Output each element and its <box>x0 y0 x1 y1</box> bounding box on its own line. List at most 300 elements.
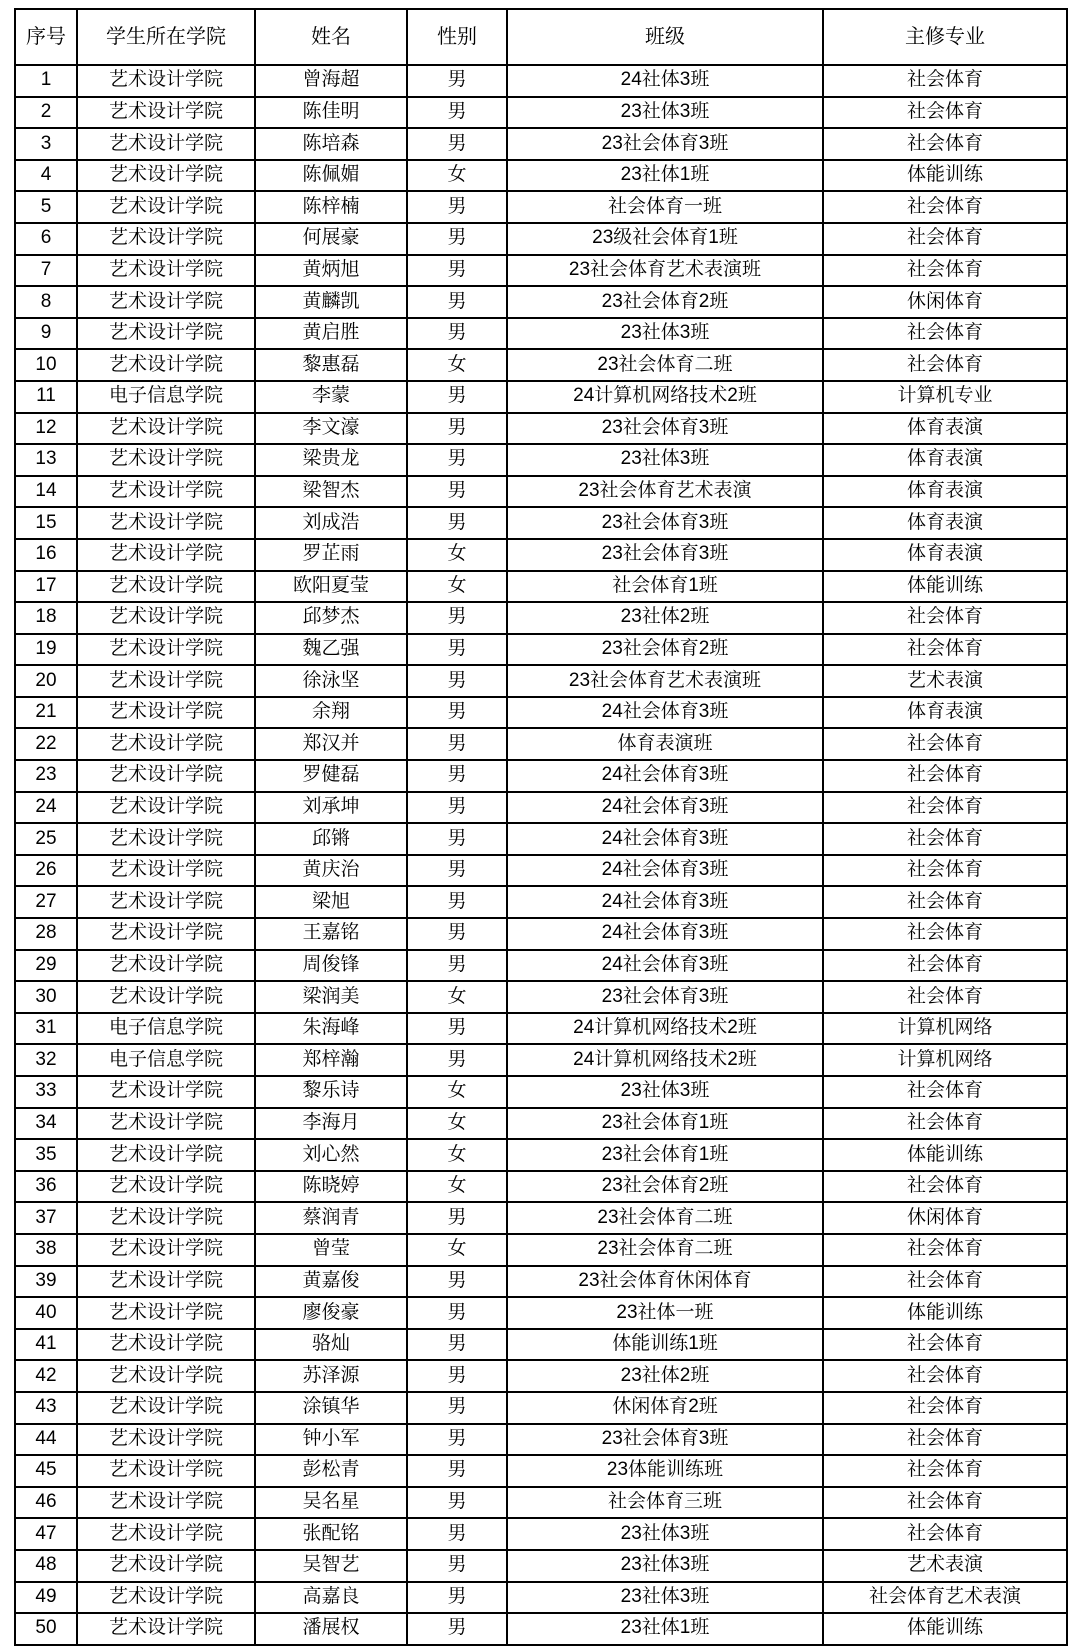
cell-major: 社会体育 <box>823 65 1067 97</box>
cell-major: 社会体育 <box>823 760 1067 792</box>
cell-college: 艺术设计学院 <box>77 1266 255 1298</box>
cell-college: 艺术设计学院 <box>77 1455 255 1487</box>
table-row <box>15 97 1067 129</box>
cell-name: 吴名星 <box>255 1487 407 1519</box>
cell-name: 黄启胜 <box>255 318 407 350</box>
cell-gender: 女 <box>407 1108 507 1140</box>
table-row <box>15 1108 1067 1140</box>
cell-class: 23体能训练班 <box>507 1455 823 1487</box>
cell-class: 23社会体育休闲体育 <box>507 1266 823 1298</box>
cell-name: 黎乐诗 <box>255 1076 407 1108</box>
table-row <box>15 539 1067 571</box>
cell-class: 23级社会体育1班 <box>507 223 823 255</box>
cell-class: 23社会体育3班 <box>507 507 823 539</box>
cell-index: 48 <box>15 1550 77 1582</box>
table-row <box>15 413 1067 445</box>
cell-name: 余翔 <box>255 697 407 729</box>
cell-class: 23社体3班 <box>507 1076 823 1108</box>
cell-gender: 女 <box>407 571 507 603</box>
cell-gender: 男 <box>407 665 507 697</box>
cell-gender: 男 <box>407 191 507 223</box>
cell-name: 刘心然 <box>255 1139 407 1171</box>
cell-class: 社会体育一班 <box>507 191 823 223</box>
cell-college: 电子信息学院 <box>77 1013 255 1045</box>
table-row <box>15 1171 1067 1203</box>
cell-gender: 男 <box>407 1424 507 1456</box>
table-row <box>15 1613 1067 1645</box>
cell-class: 23社会体育3班 <box>507 981 823 1013</box>
cell-name: 陈培森 <box>255 128 407 160</box>
table-row <box>15 1392 1067 1424</box>
cell-gender: 男 <box>407 97 507 129</box>
cell-index: 42 <box>15 1360 77 1392</box>
cell-gender: 男 <box>407 1613 507 1645</box>
cell-name: 曾莹 <box>255 1234 407 1266</box>
cell-college: 艺术设计学院 <box>77 191 255 223</box>
cell-college: 艺术设计学院 <box>77 97 255 129</box>
cell-name: 梁润美 <box>255 981 407 1013</box>
table-row <box>15 634 1067 666</box>
cell-index: 18 <box>15 602 77 634</box>
cell-gender: 男 <box>407 1582 507 1614</box>
cell-name: 魏乙强 <box>255 634 407 666</box>
cell-college: 艺术设计学院 <box>77 1392 255 1424</box>
cell-name: 苏泽源 <box>255 1360 407 1392</box>
cell-gender: 男 <box>407 286 507 318</box>
cell-index: 47 <box>15 1518 77 1550</box>
table-row <box>15 1329 1067 1361</box>
cell-name: 何展豪 <box>255 223 407 255</box>
cell-major: 社会体育 <box>823 1329 1067 1361</box>
column-header-major: 主修专业 <box>823 9 1067 65</box>
cell-college: 艺术设计学院 <box>77 444 255 476</box>
cell-gender: 男 <box>407 413 507 445</box>
cell-major: 社会体育 <box>823 1171 1067 1203</box>
cell-major: 社会体育 <box>823 855 1067 887</box>
cell-class: 23社会体育3班 <box>507 413 823 445</box>
cell-class: 23社体3班 <box>507 97 823 129</box>
cell-index: 40 <box>15 1297 77 1329</box>
cell-index: 41 <box>15 1329 77 1361</box>
cell-index: 32 <box>15 1044 77 1076</box>
cell-index: 5 <box>15 191 77 223</box>
cell-major: 体能训练 <box>823 1297 1067 1329</box>
cell-name: 黄庆治 <box>255 855 407 887</box>
cell-class: 24社会体育3班 <box>507 823 823 855</box>
cell-class: 社会体育1班 <box>507 571 823 603</box>
cell-index: 23 <box>15 760 77 792</box>
cell-gender: 男 <box>407 223 507 255</box>
table-row <box>15 1487 1067 1519</box>
cell-major: 社会体育 <box>823 255 1067 287</box>
cell-gender: 男 <box>407 792 507 824</box>
cell-class: 24社会体育3班 <box>507 855 823 887</box>
cell-gender: 男 <box>407 1550 507 1582</box>
table-row <box>15 349 1067 381</box>
column-header-name: 姓名 <box>255 9 407 65</box>
cell-index: 29 <box>15 950 77 982</box>
cell-class: 体育表演班 <box>507 728 823 760</box>
cell-major: 社会体育 <box>823 1518 1067 1550</box>
cell-class: 24社会体育3班 <box>507 918 823 950</box>
cell-college: 艺术设计学院 <box>77 760 255 792</box>
table-row <box>15 918 1067 950</box>
cell-major: 社会体育 <box>823 981 1067 1013</box>
cell-name: 高嘉良 <box>255 1582 407 1614</box>
table-row <box>15 1297 1067 1329</box>
cell-major: 社会体育 <box>823 1266 1067 1298</box>
table-row <box>15 1234 1067 1266</box>
cell-college: 艺术设计学院 <box>77 318 255 350</box>
cell-gender: 女 <box>407 349 507 381</box>
cell-index: 25 <box>15 823 77 855</box>
cell-gender: 女 <box>407 1234 507 1266</box>
cell-name: 黄炳旭 <box>255 255 407 287</box>
cell-class: 23社会体育艺术表演班 <box>507 255 823 287</box>
cell-college: 艺术设计学院 <box>77 665 255 697</box>
cell-gender: 男 <box>407 318 507 350</box>
cell-class: 23社会体育2班 <box>507 634 823 666</box>
cell-college: 电子信息学院 <box>77 1044 255 1076</box>
cell-index: 44 <box>15 1424 77 1456</box>
cell-index: 11 <box>15 381 77 413</box>
cell-index: 2 <box>15 97 77 129</box>
cell-gender: 男 <box>407 634 507 666</box>
cell-name: 钟小军 <box>255 1424 407 1456</box>
cell-index: 7 <box>15 255 77 287</box>
table-row <box>15 318 1067 350</box>
table-row <box>15 602 1067 634</box>
cell-gender: 男 <box>407 602 507 634</box>
cell-college: 艺术设计学院 <box>77 1582 255 1614</box>
cell-name: 周俊锋 <box>255 950 407 982</box>
cell-class: 24社会体育3班 <box>507 950 823 982</box>
cell-class: 体能训练1班 <box>507 1329 823 1361</box>
table-row <box>15 1139 1067 1171</box>
cell-college: 艺术设计学院 <box>77 255 255 287</box>
cell-index: 50 <box>15 1613 77 1645</box>
cell-name: 邱梦杰 <box>255 602 407 634</box>
table-row <box>15 1550 1067 1582</box>
cell-major: 社会体育艺术表演 <box>823 1582 1067 1614</box>
cell-major: 体能训练 <box>823 571 1067 603</box>
cell-college: 艺术设计学院 <box>77 223 255 255</box>
cell-name: 潘展权 <box>255 1613 407 1645</box>
cell-index: 15 <box>15 507 77 539</box>
cell-major: 体能训练 <box>823 1139 1067 1171</box>
cell-index: 28 <box>15 918 77 950</box>
cell-college: 艺术设计学院 <box>77 855 255 887</box>
cell-class: 23社会体育1班 <box>507 1108 823 1140</box>
cell-major: 社会体育 <box>823 918 1067 950</box>
cell-major: 艺术表演 <box>823 665 1067 697</box>
cell-index: 37 <box>15 1202 77 1234</box>
cell-gender: 男 <box>407 1297 507 1329</box>
cell-college: 艺术设计学院 <box>77 728 255 760</box>
cell-gender: 女 <box>407 981 507 1013</box>
cell-class: 24计算机网络技术2班 <box>507 1044 823 1076</box>
cell-gender: 男 <box>407 444 507 476</box>
cell-gender: 男 <box>407 1518 507 1550</box>
cell-name: 王嘉铭 <box>255 918 407 950</box>
cell-index: 14 <box>15 476 77 508</box>
cell-major: 社会体育 <box>823 128 1067 160</box>
cell-class: 23社会体育3班 <box>507 1424 823 1456</box>
cell-name: 陈佩媚 <box>255 160 407 192</box>
cell-major: 社会体育 <box>823 602 1067 634</box>
table-row <box>15 255 1067 287</box>
cell-gender: 女 <box>407 1171 507 1203</box>
cell-college: 艺术设计学院 <box>77 1108 255 1140</box>
cell-index: 39 <box>15 1266 77 1298</box>
cell-major: 计算机网络 <box>823 1013 1067 1045</box>
cell-class: 24计算机网络技术2班 <box>507 381 823 413</box>
cell-college: 艺术设计学院 <box>77 1297 255 1329</box>
cell-index: 6 <box>15 223 77 255</box>
cell-major: 社会体育 <box>823 1455 1067 1487</box>
cell-major: 社会体育 <box>823 886 1067 918</box>
cell-class: 23社会体育3班 <box>507 539 823 571</box>
cell-gender: 男 <box>407 728 507 760</box>
cell-class: 23社会体育2班 <box>507 286 823 318</box>
cell-class: 23社体3班 <box>507 1518 823 1550</box>
table-row <box>15 823 1067 855</box>
cell-class: 23社体3班 <box>507 1582 823 1614</box>
cell-gender: 男 <box>407 1266 507 1298</box>
cell-college: 艺术设计学院 <box>77 1487 255 1519</box>
cell-college: 艺术设计学院 <box>77 1202 255 1234</box>
cell-index: 8 <box>15 286 77 318</box>
table-row <box>15 697 1067 729</box>
cell-index: 30 <box>15 981 77 1013</box>
cell-major: 休闲体育 <box>823 286 1067 318</box>
cell-name: 彭松青 <box>255 1455 407 1487</box>
cell-index: 31 <box>15 1013 77 1045</box>
cell-major: 社会体育 <box>823 634 1067 666</box>
cell-college: 艺术设计学院 <box>77 128 255 160</box>
cell-index: 17 <box>15 571 77 603</box>
cell-name: 李海月 <box>255 1108 407 1140</box>
cell-college: 艺术设计学院 <box>77 634 255 666</box>
cell-index: 10 <box>15 349 77 381</box>
table-row <box>15 444 1067 476</box>
cell-college: 电子信息学院 <box>77 381 255 413</box>
cell-name: 蔡润青 <box>255 1202 407 1234</box>
cell-gender: 男 <box>407 128 507 160</box>
cell-college: 艺术设计学院 <box>77 1613 255 1645</box>
cell-name: 朱海峰 <box>255 1013 407 1045</box>
cell-name: 黄嘉俊 <box>255 1266 407 1298</box>
cell-major: 社会体育 <box>823 223 1067 255</box>
table-row <box>15 665 1067 697</box>
cell-gender: 男 <box>407 1455 507 1487</box>
cell-class: 23社体3班 <box>507 1550 823 1582</box>
cell-major: 社会体育 <box>823 1487 1067 1519</box>
table-row <box>15 1424 1067 1456</box>
cell-major: 社会体育 <box>823 1424 1067 1456</box>
cell-class: 23社会体育1班 <box>507 1139 823 1171</box>
cell-name: 李文濠 <box>255 413 407 445</box>
cell-college: 艺术设计学院 <box>77 1076 255 1108</box>
cell-class: 23社会体育3班 <box>507 128 823 160</box>
cell-college: 艺术设计学院 <box>77 950 255 982</box>
table-row <box>15 1266 1067 1298</box>
cell-college: 艺术设计学院 <box>77 981 255 1013</box>
cell-major: 体育表演 <box>823 697 1067 729</box>
cell-name: 廖俊豪 <box>255 1297 407 1329</box>
cell-class: 休闲体育2班 <box>507 1392 823 1424</box>
cell-class: 24计算机网络技术2班 <box>507 1013 823 1045</box>
cell-index: 34 <box>15 1108 77 1140</box>
cell-college: 艺术设计学院 <box>77 697 255 729</box>
table-row <box>15 1202 1067 1234</box>
cell-class: 23社会体育二班 <box>507 1234 823 1266</box>
table-row <box>15 1013 1067 1045</box>
cell-major: 艺术表演 <box>823 1550 1067 1582</box>
cell-class: 23社会体育艺术表演 <box>507 476 823 508</box>
cell-major: 体育表演 <box>823 444 1067 476</box>
cell-gender: 女 <box>407 539 507 571</box>
cell-college: 艺术设计学院 <box>77 1139 255 1171</box>
cell-college: 艺术设计学院 <box>77 1329 255 1361</box>
cell-name: 吴智艺 <box>255 1550 407 1582</box>
cell-index: 1 <box>15 65 77 97</box>
cell-major: 体能训练 <box>823 1613 1067 1645</box>
table-row <box>15 1360 1067 1392</box>
cell-college: 艺术设计学院 <box>77 413 255 445</box>
cell-college: 艺术设计学院 <box>77 886 255 918</box>
cell-index: 22 <box>15 728 77 760</box>
cell-class: 23社体一班 <box>507 1297 823 1329</box>
table-row <box>15 728 1067 760</box>
cell-college: 艺术设计学院 <box>77 65 255 97</box>
cell-name: 骆灿 <box>255 1329 407 1361</box>
cell-major: 社会体育 <box>823 1360 1067 1392</box>
column-header-gender: 性别 <box>407 9 507 65</box>
cell-college: 艺术设计学院 <box>77 1171 255 1203</box>
cell-class: 24社会体育3班 <box>507 760 823 792</box>
cell-index: 36 <box>15 1171 77 1203</box>
cell-name: 黎惠磊 <box>255 349 407 381</box>
table-row <box>15 160 1067 192</box>
cell-class: 23社会体育二班 <box>507 349 823 381</box>
cell-name: 涂镇华 <box>255 1392 407 1424</box>
cell-major: 体育表演 <box>823 476 1067 508</box>
cell-class: 24社体3班 <box>507 65 823 97</box>
cell-gender: 男 <box>407 823 507 855</box>
cell-gender: 男 <box>407 886 507 918</box>
cell-gender: 男 <box>407 1360 507 1392</box>
cell-class: 23社体3班 <box>507 444 823 476</box>
cell-index: 13 <box>15 444 77 476</box>
cell-index: 19 <box>15 634 77 666</box>
cell-college: 艺术设计学院 <box>77 571 255 603</box>
cell-name: 黄麟凯 <box>255 286 407 318</box>
cell-index: 4 <box>15 160 77 192</box>
cell-major: 社会体育 <box>823 191 1067 223</box>
table-row <box>15 792 1067 824</box>
cell-index: 45 <box>15 1455 77 1487</box>
table-row <box>15 223 1067 255</box>
table-row <box>15 981 1067 1013</box>
table-row <box>15 476 1067 508</box>
table-row <box>15 286 1067 318</box>
table-row <box>15 1455 1067 1487</box>
cell-college: 艺术设计学院 <box>77 349 255 381</box>
cell-college: 艺术设计学院 <box>77 823 255 855</box>
cell-name: 梁贵龙 <box>255 444 407 476</box>
cell-college: 艺术设计学院 <box>77 539 255 571</box>
cell-gender: 男 <box>407 1044 507 1076</box>
cell-gender: 男 <box>407 1329 507 1361</box>
student-roster-table <box>14 8 1068 1646</box>
cell-college: 艺术设计学院 <box>77 602 255 634</box>
table-row <box>15 760 1067 792</box>
cell-class: 24社会体育3班 <box>507 886 823 918</box>
cell-major: 体育表演 <box>823 539 1067 571</box>
cell-college: 艺术设计学院 <box>77 792 255 824</box>
cell-major: 社会体育 <box>823 318 1067 350</box>
cell-class: 23社体3班 <box>507 318 823 350</box>
cell-gender: 男 <box>407 918 507 950</box>
column-header-class: 班级 <box>507 9 823 65</box>
cell-index: 3 <box>15 128 77 160</box>
cell-gender: 男 <box>407 1013 507 1045</box>
cell-major: 休闲体育 <box>823 1202 1067 1234</box>
cell-name: 邱锵 <box>255 823 407 855</box>
cell-college: 艺术设计学院 <box>77 507 255 539</box>
cell-name: 曾海超 <box>255 65 407 97</box>
cell-class: 23社会体育二班 <box>507 1202 823 1234</box>
cell-name: 陈梓楠 <box>255 191 407 223</box>
cell-gender: 男 <box>407 255 507 287</box>
table-row <box>15 191 1067 223</box>
table-header-row <box>15 9 1067 65</box>
cell-gender: 男 <box>407 381 507 413</box>
cell-gender: 男 <box>407 507 507 539</box>
cell-index: 16 <box>15 539 77 571</box>
cell-index: 38 <box>15 1234 77 1266</box>
cell-index: 27 <box>15 886 77 918</box>
table-row <box>15 1518 1067 1550</box>
cell-gender: 女 <box>407 1139 507 1171</box>
cell-index: 24 <box>15 792 77 824</box>
cell-class: 23社会体育艺术表演班 <box>507 665 823 697</box>
cell-name: 李蒙 <box>255 381 407 413</box>
cell-college: 艺术设计学院 <box>77 1360 255 1392</box>
table-row <box>15 507 1067 539</box>
cell-major: 计算机专业 <box>823 381 1067 413</box>
cell-index: 21 <box>15 697 77 729</box>
cell-major: 体能训练 <box>823 160 1067 192</box>
cell-index: 20 <box>15 665 77 697</box>
cell-college: 艺术设计学院 <box>77 1424 255 1456</box>
table-row <box>15 381 1067 413</box>
table-body <box>15 65 1067 1645</box>
column-header-college: 学生所在学院 <box>77 9 255 65</box>
cell-gender: 男 <box>407 697 507 729</box>
cell-name: 刘成浩 <box>255 507 407 539</box>
cell-index: 46 <box>15 1487 77 1519</box>
cell-college: 艺术设计学院 <box>77 476 255 508</box>
cell-college: 艺术设计学院 <box>77 286 255 318</box>
cell-gender: 男 <box>407 950 507 982</box>
cell-gender: 男 <box>407 1487 507 1519</box>
cell-major: 社会体育 <box>823 97 1067 129</box>
cell-name: 郑梓瀚 <box>255 1044 407 1076</box>
cell-class: 23社体1班 <box>507 1613 823 1645</box>
table-header <box>15 9 1067 65</box>
